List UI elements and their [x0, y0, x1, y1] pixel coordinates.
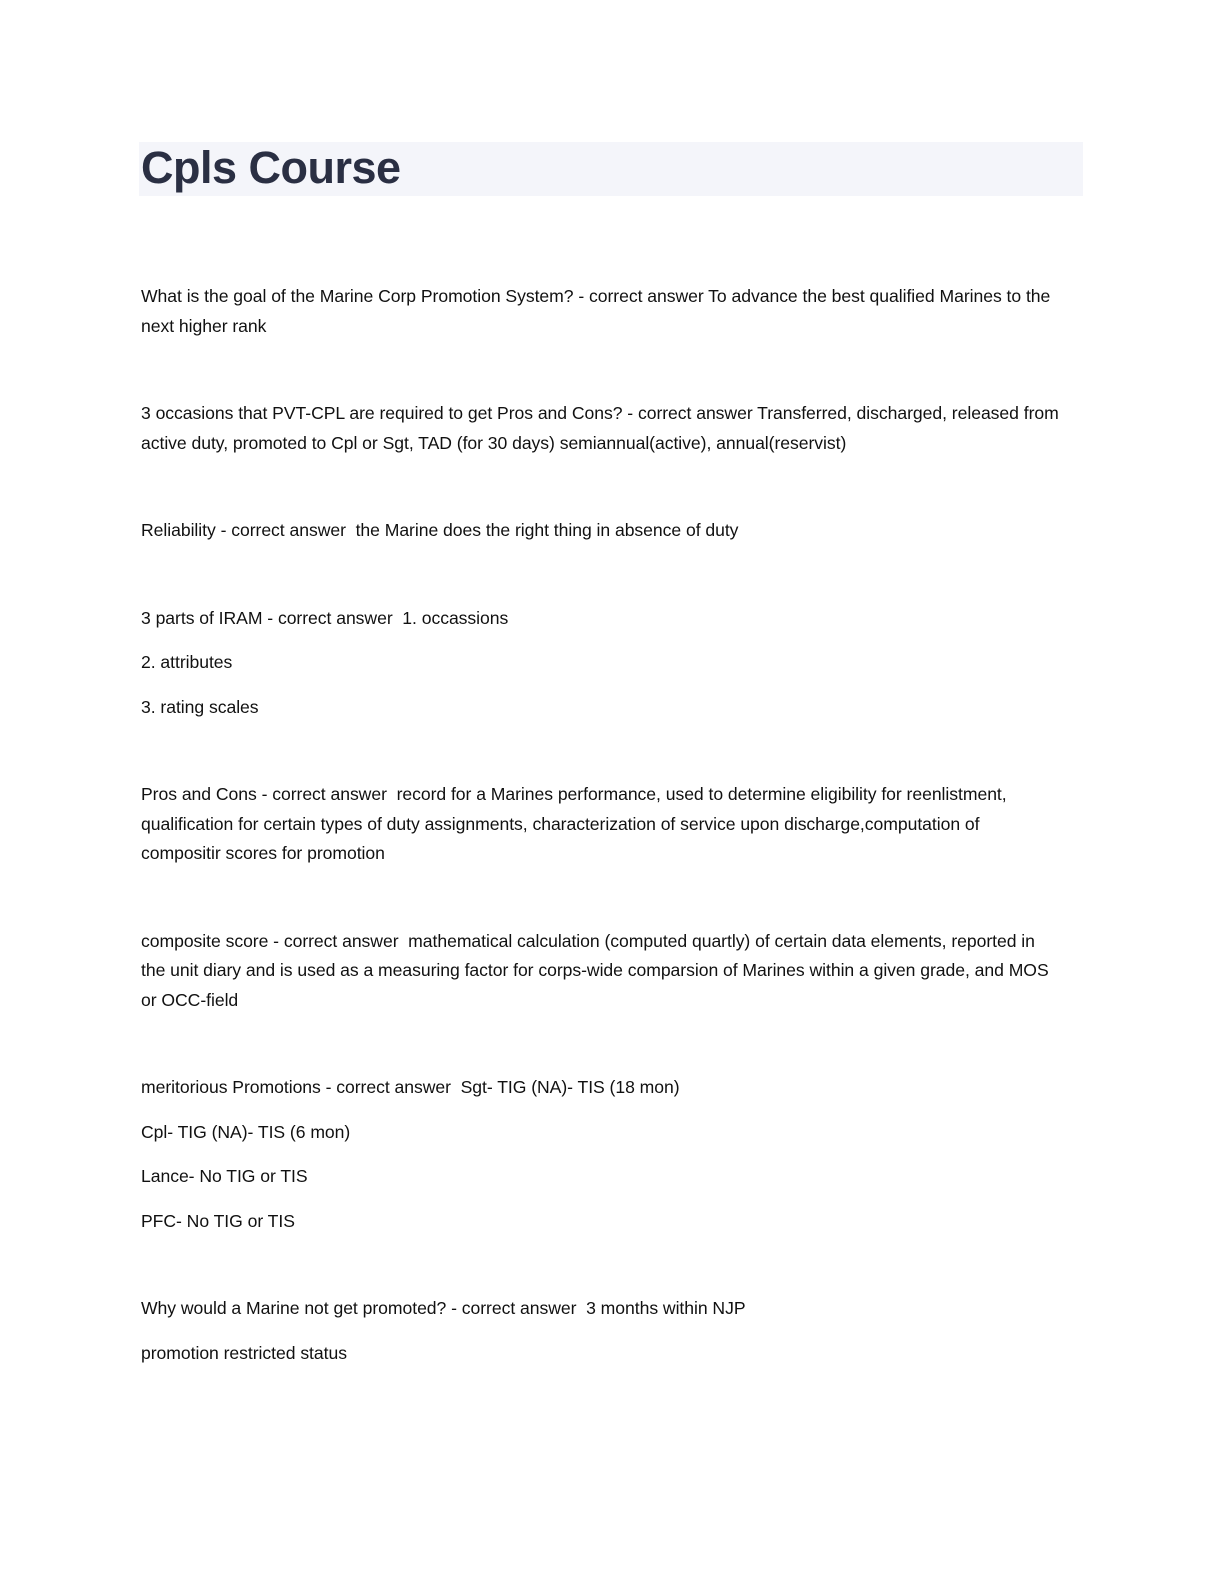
iram-list-item-3: 3. rating scales [141, 696, 259, 717]
page-title: Cpls Course [141, 142, 401, 193]
iram-list-item-2: 2. attributes [141, 652, 233, 672]
document-body [141, 282, 1064, 1368]
promotion-restricted-status-line: promotion restricted status [141, 1342, 347, 1363]
meritorious-promotion-cpl: Cpl- TIG (NA)- TIS (6 mon) [141, 1121, 351, 1142]
qa-block-reliability: Reliability - correct answer the Marine does the right thing in absence of duty [141, 520, 739, 540]
meritorious-promotion-lance: Lance- No TIG or TIS [141, 1166, 308, 1186]
qa-block-why-not-promoted: Why would a Marine not get promoted? - correct answer 3 months within NJP [141, 1298, 746, 1318]
qa-block-three-parts-iram: 3 parts of IRAM - correct answer 1. occassions [141, 607, 509, 628]
meritorious-promotion-pfc: PFC- No TIG or TIS [141, 1210, 295, 1231]
qa-block-goal-promotion-system: What is the goal of the Marine Corp Promotion System? - correct answer To advance the best qualified Marines to the next higher rank [141, 286, 1056, 336]
qa-block-pros-and-cons: Pros and Cons - correct answer record for a Marines performance, used to determine eligibility for reenlistment, qualification for certain types of duty assignments, characterization of service upon discharge,computation of compositir scores for promotion [141, 784, 1012, 863]
qa-block-three-occasions-pros-cons: 3 occasions that PVT-CPL are required to get Pros and Cons? - correct answer Transferred, discharged, released from active duty, promoted to Cpl or Sgt, TAD (for 30 days) semiannual(active), annual(reservist) [141, 403, 1064, 453]
qa-block-meritorious-promotions: meritorious Promotions - correct answer Sgt- TIG (NA)- TIS (18 mon) [141, 1077, 680, 1097]
qa-block-composite-score: composite score - correct answer mathematical calculation (computed quartly) of certain data elements, reported in the unit diary and is used as a measuring factor for corps-wide comparsion of Marines within a given grade, and MOS or OCC-field [141, 930, 1054, 1010]
